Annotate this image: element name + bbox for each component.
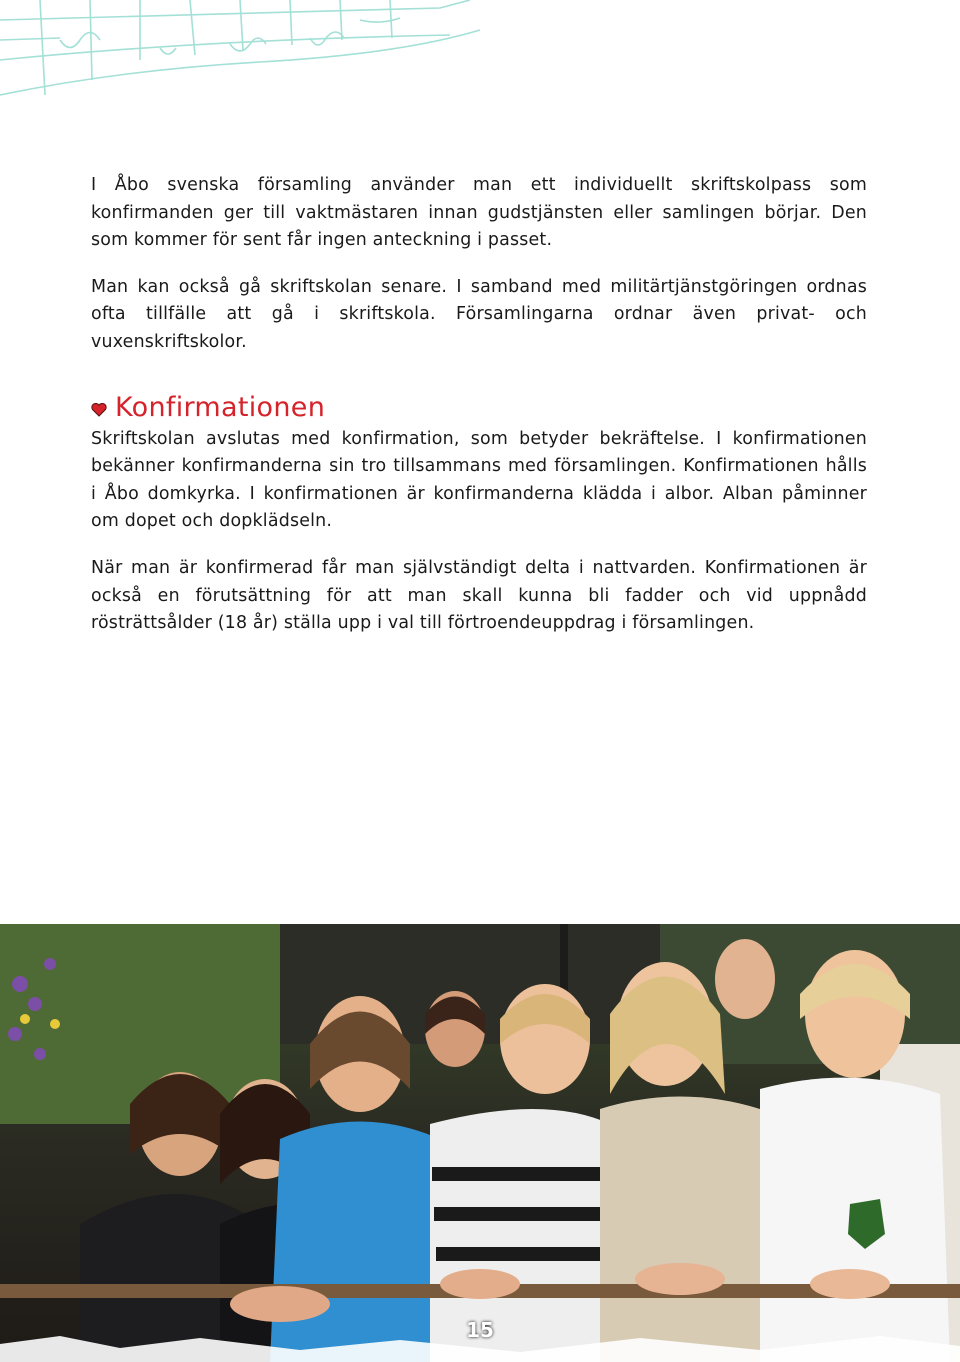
- heart-icon: [91, 403, 107, 417]
- confirmation-group-photo: [0, 924, 960, 1362]
- intro-paragraph-1: I Åbo svenska församling använder man ett individuellt skriftskolpass som konfirmanden ger till vaktmästaren innan gudstjänsten eller samlingen börjar. Den som kommer för sent får ingen anteckning i passet.: [91, 175, 867, 251]
- intro-paragraph-2: Man kan också gå skriftskolan senare. I samband med militärtjänstgöringen ordnas ofta tillfälle att gå i skriftskola. Församlingarna ordnar även privat- och vuxenskriftskolor.: [91, 276, 867, 352]
- section-paragraph-2: När man är konfirmerad får man självständigt delta i nattvarden. Konfirmationen är också en förutsättning för att man skall kunna bli fadder och vid uppnådd rösträttsålder (18 år) ställa upp i val till förtroendeuppdrag i församlingen.: [91, 557, 867, 634]
- page-number: 15: [466, 1318, 494, 1342]
- notebook-doodle-decoration: [0, 0, 960, 110]
- section-title: Konfirmationen: [115, 392, 326, 424]
- section-paragraph-1: Skriftskolan avslutas med konfirmation, som betyder bekräftelse. I konfirmationen bekänner konfirmanderna sin tro tillsammans med församlingen. Konfirmationen hålls i Åbo domkyrka. I konfirmationen är konfirmanderna klädda i albor. Alban påminner om dopet och dopklädseln.: [91, 428, 867, 532]
- section-heading-row: [91, 390, 867, 426]
- main-text: [91, 172, 867, 638]
